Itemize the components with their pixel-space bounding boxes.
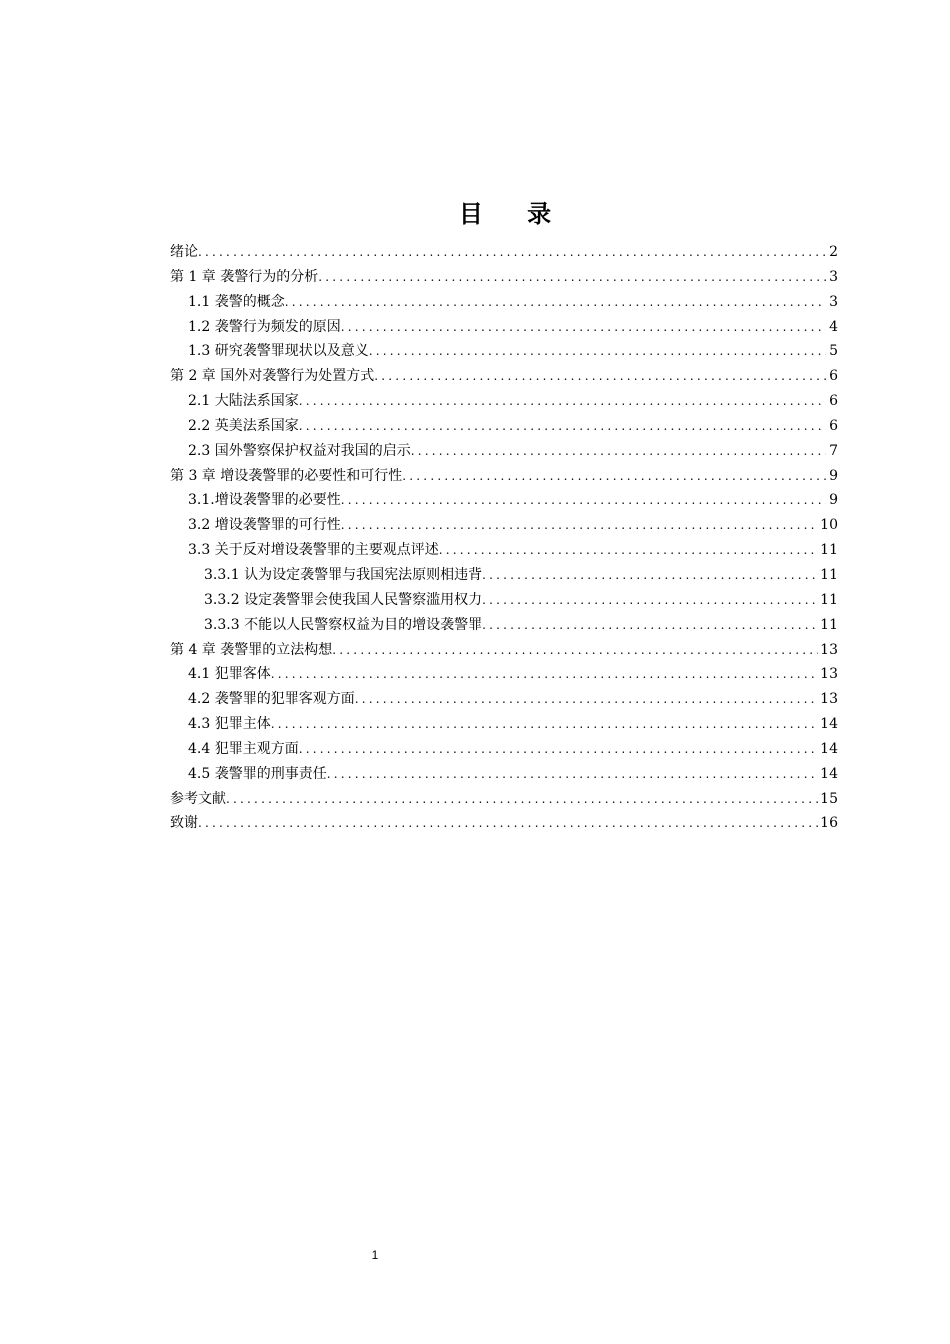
toc-dot-leader: [402, 464, 826, 488]
toc-entry-title: 3.3.2 设定袭警罪会使我国人民警察滥用权力: [204, 591, 483, 608]
toc-entry-title: 3.3 关于反对增设袭警罪的主要观点评述: [188, 542, 439, 559]
toc-entry-title: 1.3 研究袭警罪现状以及意义: [188, 343, 369, 360]
toc-entry[interactable]: [170, 265, 838, 290]
toc-dot-leader: [198, 240, 826, 264]
toc-entry-title: 2.1 大陆法系国家: [188, 393, 299, 410]
toc-entry[interactable]: [170, 563, 838, 588]
toc-entry-title: 3.1.增设袭警罪的必要性: [188, 492, 341, 509]
toc-dot-leader: [341, 488, 826, 512]
toc-entry[interactable]: [170, 513, 838, 538]
toc-entry[interactable]: [170, 414, 838, 439]
toc-entry[interactable]: [170, 638, 838, 663]
toc-entry-page-number: 13: [820, 641, 838, 658]
toc-entry-page-number: 10: [820, 517, 838, 534]
toc-entry-title: 1.2 袭警行为频发的原因: [188, 318, 341, 335]
toc-entry-page-number: 13: [820, 691, 838, 708]
toc-entry-title: 3.3.1 认为设定袭警罪与我国宪法原则相违背: [204, 566, 483, 583]
toc-entry[interactable]: [170, 290, 838, 315]
toc-entry[interactable]: [170, 588, 838, 613]
toc-entry-title: 4.1 犯罪客体: [188, 666, 271, 683]
toc-entry-page-number: 3: [829, 293, 838, 310]
toc-dot-leader: [355, 687, 818, 711]
toc-entry[interactable]: [170, 762, 838, 787]
toc-entry[interactable]: [170, 240, 838, 265]
toc-entry-page-number: 3: [829, 268, 838, 285]
toc-entry[interactable]: [170, 315, 838, 340]
toc-dot-leader: [327, 762, 818, 786]
toc-dot-leader: [271, 712, 818, 736]
toc-entry-title: 参考文献: [170, 790, 226, 807]
toc-dot-leader: [299, 737, 818, 761]
toc-dot-leader: [482, 613, 818, 637]
toc-entry-page-number: 11: [820, 542, 838, 559]
toc-entry-title: 3.3.3 不能以人民警察权益为目的增设袭警罪: [204, 616, 483, 633]
toc-entry-page-number: 11: [820, 591, 838, 608]
toc-entry-title: 致谢: [170, 815, 198, 832]
toc-entry[interactable]: [170, 439, 838, 464]
toc-dot-leader: [341, 315, 826, 339]
toc-entry-title: 第 2 章 国外对袭警行为处置方式: [170, 368, 375, 385]
toc-entry[interactable]: [170, 389, 838, 414]
toc-entry[interactable]: [170, 364, 838, 389]
toc-dot-leader: [439, 538, 818, 562]
toc-entry-page-number: 6: [829, 417, 838, 434]
toc-entry-page-number: 14: [820, 716, 838, 733]
toc-dot-leader: [341, 513, 818, 537]
toc-entry[interactable]: [170, 712, 838, 737]
toc-dot-leader: [299, 389, 826, 413]
toc-entry-page-number: 9: [829, 492, 838, 509]
toc-dot-leader: [332, 638, 818, 662]
toc-entry-page-number: 4: [829, 318, 838, 335]
toc-entry-page-number: 5: [829, 343, 838, 360]
toc-entry[interactable]: [170, 811, 838, 836]
footer-page-number: 1: [371, 1248, 379, 1262]
toc-dot-leader: [374, 364, 826, 388]
toc-entry-page-number: 14: [820, 740, 838, 757]
toc-entry[interactable]: [170, 613, 838, 638]
toc-dot-leader: [318, 265, 826, 289]
toc-entry[interactable]: [170, 339, 838, 364]
toc-dot-leader: [198, 811, 818, 835]
toc-entry-page-number: 14: [820, 765, 838, 782]
toc-entry-title: 4.5 袭警罪的刑事责任: [188, 765, 327, 782]
toc-entry-title: 4.2 袭警罪的犯罪客观方面: [188, 691, 355, 708]
toc-entry-page-number: 9: [829, 467, 838, 484]
toc-entry-title: 绪论: [170, 244, 198, 260]
toc-dot-leader: [285, 290, 826, 314]
toc-entry-title: 4.4 犯罪主观方面: [188, 740, 299, 757]
toc-entry-page-number: 11: [820, 616, 838, 633]
toc-entry[interactable]: [170, 787, 838, 812]
toc-entry-page-number: 11: [820, 566, 838, 583]
toc-entry-title: 第 4 章 袭警罪的立法构想: [170, 641, 333, 658]
toc-entry-page-number: 2: [829, 244, 838, 260]
toc-entry-page-number: 13: [820, 666, 838, 683]
toc-entry-page-number: 6: [829, 368, 838, 385]
toc-entry[interactable]: [170, 662, 838, 687]
toc-dot-leader: [299, 414, 826, 438]
toc-entry-title: 第 3 章 增设袭警罪的必要性和可行性: [170, 467, 403, 484]
toc-entry-page-number: 15: [820, 790, 838, 807]
toc-entry-title: 2.2 英美法系国家: [188, 417, 299, 434]
toc-dot-leader: [411, 439, 826, 463]
page-title: 目 录: [458, 200, 570, 228]
toc-entry-title: 2.3 国外警察保护权益对我国的启示: [188, 442, 411, 459]
toc-entry-page-number: 7: [829, 442, 838, 459]
toc-entry-title: 3.2 增设袭警罪的可行性: [188, 517, 341, 534]
toc-dot-leader: [369, 339, 826, 363]
toc-entry[interactable]: [170, 488, 838, 513]
toc-dot-leader: [482, 588, 818, 612]
toc-entry[interactable]: [170, 538, 838, 563]
toc-dot-leader: [271, 662, 818, 686]
toc-dot-leader: [226, 787, 818, 811]
toc-entry-title: 第 1 章 袭警行为的分析: [170, 268, 319, 285]
toc-dot-leader: [482, 563, 818, 587]
toc-entry-title: 4.3 犯罪主体: [188, 716, 271, 733]
toc-entry-page-number: 16: [820, 815, 838, 832]
toc-entry[interactable]: [170, 687, 838, 712]
toc-entry[interactable]: [170, 737, 838, 762]
table-of-contents: [170, 240, 838, 836]
toc-entry[interactable]: [170, 464, 838, 489]
toc-entry-page-number: 6: [829, 393, 838, 410]
toc-entry-title: 1.1 袭警的概念: [188, 293, 285, 310]
